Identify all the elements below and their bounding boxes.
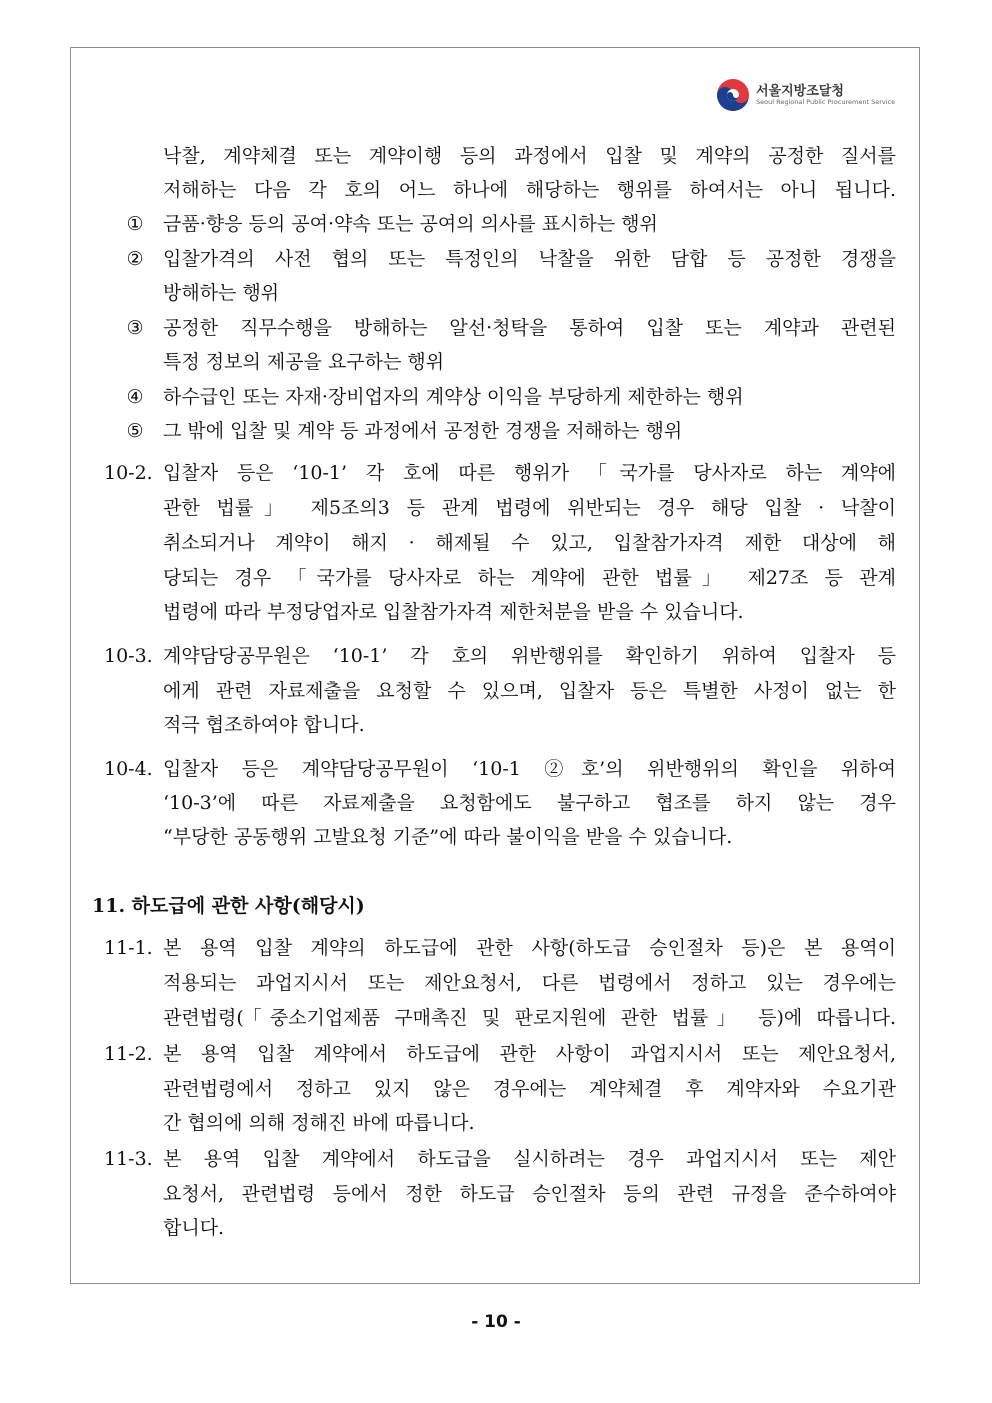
taegeuk-emblem-icon [716, 78, 750, 112]
clause-line: 관련법령에서 정하고 있지 않은 경우에는 계약체결 후 계약자와 수요기관 [163, 1078, 896, 1100]
clause-number: 10-4. [104, 758, 153, 780]
clause-line: 입찰자 등은 ‘10-1’ 각 호에 따른 행위가 「국가를 당사자로 하는 계약에 [163, 462, 896, 484]
list-item-text: 하수급인 또는 자재·장비업자의 계약상 이익을 부당하게 제한하는 행위 [163, 386, 744, 408]
list-item-text: 금품·향응 등의 공여·약속 또는 공여의 의사를 표시하는 행위 [163, 213, 658, 235]
clause-line: 입찰자 등은 계약담당공무원이 ‘10-1 ②호’의 위반행위의 확인을 위하여 [163, 758, 896, 780]
clause-line: 법령에 따라 부정당업자로 입찰참가자격 제한처분을 받을 수 있습니다. [163, 601, 744, 623]
org-name-ko: 서울지방조달청 [756, 84, 844, 99]
clause-number: 11-2. [104, 1043, 153, 1065]
clause-line: 적극 협조하여야 합니다. [163, 714, 365, 736]
clause-number: 11-3. [104, 1148, 153, 1170]
page-number: - 10 - [471, 1312, 521, 1332]
clause-line: 합니다. [163, 1217, 225, 1239]
list-marker: ① [126, 213, 144, 235]
list-item-text: 공정한 직무수행을 방해하는 알선·청탁을 통하여 입찰 또는 계약과 관련된 [163, 317, 896, 339]
clause-number: 10-2. [104, 462, 153, 484]
list-item-text: 입찰가격의 사전 협의 또는 특정인의 낙찰을 위한 담합 등 공정한 경쟁을 [163, 248, 896, 270]
clause-line: 취소되거나 계약이 해지 · 해제될 수 있고, 입찰참가자격 제한 대상에 해 [163, 532, 896, 554]
clause-line: 본 용역 입찰 계약에서 하도급에 관한 사항이 과업지시서 또는 제안요청서, [163, 1043, 896, 1065]
intro-line: 낙찰, 계약체결 또는 계약이행 등의 과정에서 입찰 및 계약의 공정한 질서를 [163, 145, 896, 167]
intro-line: 저해하는 다음 각 호의 어느 하나에 해당하는 행위를 하여서는 아니 됩니다. [163, 179, 896, 201]
clause-number: 11-1. [104, 937, 153, 959]
clause-line: 본 용역 입찰 계약의 하도급에 관한 사항(하도급 승인절차 등)은 본 용역이 [163, 937, 896, 959]
clause-line: ‘10-3’에 따른 자료제출을 요청함에도 불구하고 협조를 하지 않는 경우 [163, 792, 896, 814]
clause-line: 본 용역 입찰 계약에서 하도급을 실시하려는 경우 과업지시서 또는 제안 [163, 1148, 896, 1170]
list-marker: ④ [126, 386, 144, 408]
list-marker: ⑤ [126, 420, 144, 442]
clause-line: 에게 관련 자료제출을 요청할 수 있으며, 입찰자 등은 특별한 사정이 없는 한 [163, 680, 896, 702]
list-item-text: 방해하는 행위 [163, 282, 280, 304]
list-item-text: 특정 정보의 제공을 요구하는 행위 [163, 351, 445, 373]
clause-line: 당되는 경우 「국가를 당사자로 하는 계약에 관한 법률」 제27조 등 관계 [163, 567, 896, 589]
list-item-text: 그 밖에 입찰 및 계약 등 과정에서 공정한 경쟁을 저해하는 행위 [163, 420, 683, 442]
clause-line: 간 협의에 의해 정해진 바에 따릅니다. [163, 1112, 475, 1134]
clause-line: 요청서, 관련법령 등에서 정한 하도급 승인절차 등의 관련 규정을 준수하여야 [163, 1183, 896, 1205]
clause-line: 적용되는 과업지시서 또는 제안요청서, 다른 법령에서 정하고 있는 경우에는 [163, 972, 896, 994]
clause-line: 관한 법률」 제5조의3 등 관계 법령에 위반되는 경우 해당 입찰 · 낙찰이 [163, 497, 896, 519]
list-marker: ③ [126, 317, 144, 339]
clause-line: 계약담당공무원은 ‘10-1’ 각 호의 위반행위를 확인하기 위하여 입찰자 등 [163, 645, 896, 667]
org-name-en: Seoul Regional Public Procurement Service [756, 98, 896, 106]
list-marker: ② [126, 248, 144, 270]
clause-number: 10-3. [104, 645, 153, 667]
clause-line: “부당한 공동행위 고발요청 기준”에 따라 불이익을 받을 수 있습니다. [163, 826, 733, 848]
section-heading: 11. 하도급에 관한 사항(해당시) [92, 895, 365, 917]
clause-line: 관련법령(「중소기업제품 구매촉진 및 판로지원에 관한 법률」 등)에 따릅니다. [163, 1007, 896, 1029]
org-logo [716, 76, 906, 116]
